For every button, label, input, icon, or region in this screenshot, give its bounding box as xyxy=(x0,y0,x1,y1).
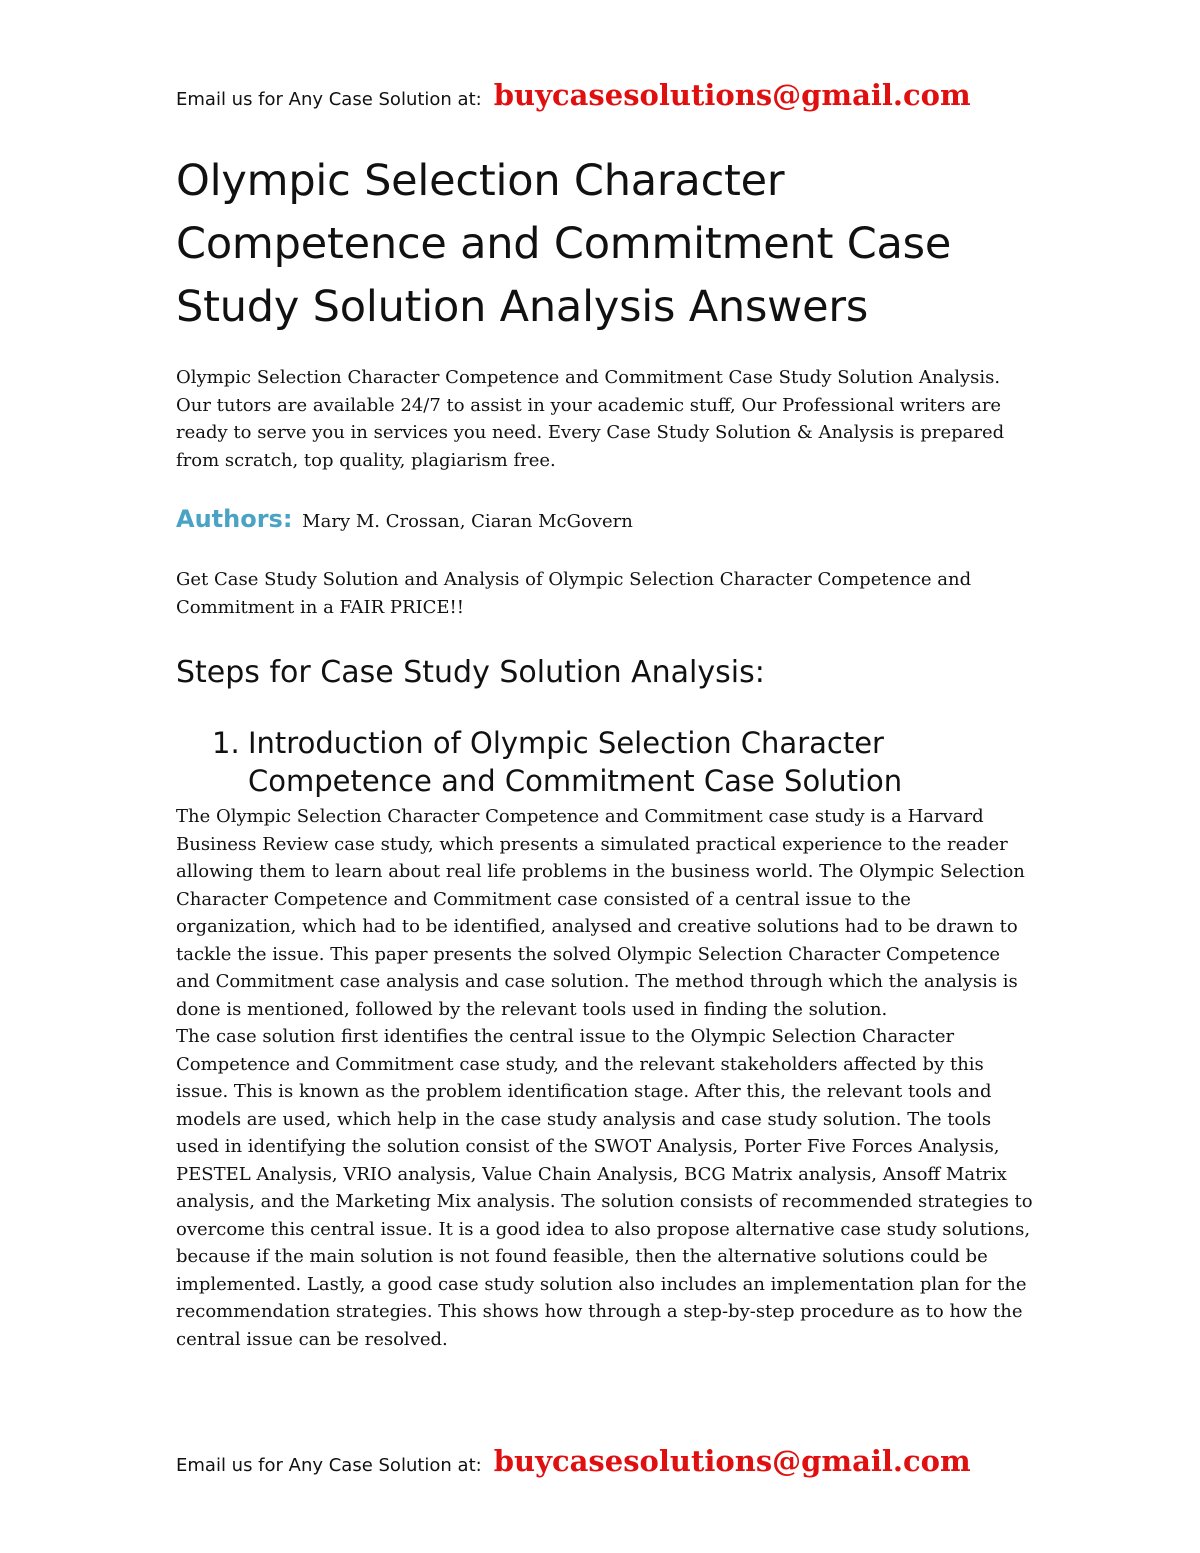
authors-names: Mary M. Crossan, Ciaran McGovern xyxy=(302,511,633,532)
email-banner-label: Email us for Any Case Solution at: xyxy=(176,1455,482,1476)
fair-price-paragraph: Get Case Study Solution and Analysis of Olympic Selection Character Competence and Commitment in a FAIR PRICE!! xyxy=(176,569,972,618)
authors-line xyxy=(176,504,1036,537)
step-1-number: 1. xyxy=(212,726,240,760)
step-1-title-line-1: Introduction of Olympic Selection Character xyxy=(248,726,884,760)
step-1-title-line-2: Competence and Commitment Case Solution xyxy=(248,764,903,798)
email-address-link[interactable]: buycasesolutions@gmail.com xyxy=(493,78,971,112)
body-paragraph: The case solution first identifies the central issue to the Olympic Selection Character Competence and Commitment case study, and the relevant stakeholders affected by this issue. This is known as the problem identification stage. After this, the relevant tools and models are used, which help in the case study analysis and case study solution. The tools used in identifying the solution consist of the SWOT Analysis, Porter Five Forces Analysis, PESTEL Analysis, VRIO analysis, Value Chain Analysis, BCG Matrix analysis, Ansoff Matrix analysis, and the Marketing Mix analysis. The solution consists of recommended strategies to overcome this central issue. It is a good idea to also propose alternative case study solutions, because if the main solution is not found feasible, then the alternative solutions could be implemented. Lastly, a good case study solution also includes an implementation plan for the recommendation strategies. This shows how through a step-by-step procedure as to how the central issue can be resolved. xyxy=(176,1026,1033,1350)
email-address-link[interactable]: buycasesolutions@gmail.com xyxy=(493,1444,971,1478)
intro-paragraph: Olympic Selection Character Competence and Commitment Case Study Solution Analysis. Our tutors are available 24/7 to assist in your academic stuff, Our Professional writers are ready to serve you in services you need. Every Case Study Solution & Analysis is prepared from scratch, top quality, plagiarism free. xyxy=(176,367,1005,471)
body-paragraph: The Olympic Selection Character Competence and Commitment case study is a Harvard Business Review case study, which presents a simulated practical experience to the reader allowing them to learn about real life problems in the business world. The Olympic Selection Character Competence and Commitment case consisted of a central issue to the organization, which had to be identified, analysed and creative solutions had to be drawn to tackle the issue. This paper presents the solved Olympic Selection Character Competence and Commitment case analysis and case solution. The method through which the analysis is done is mentioned, followed by the relevant tools used in finding the solution. xyxy=(176,806,1025,1020)
document-title: Olympic Selection Character Competence and Commitment Case Study Solution Analysis Answers xyxy=(176,156,952,332)
authors-label: Authors: xyxy=(176,505,293,533)
email-banner-label: Email us for Any Case Solution at: xyxy=(176,89,482,110)
email-banner-top xyxy=(176,78,971,112)
steps-heading: Steps for Case Study Solution Analysis: xyxy=(176,655,765,690)
step-1-body xyxy=(176,803,1036,1353)
email-banner-bottom xyxy=(176,1444,971,1478)
step-1-heading xyxy=(212,724,1032,800)
